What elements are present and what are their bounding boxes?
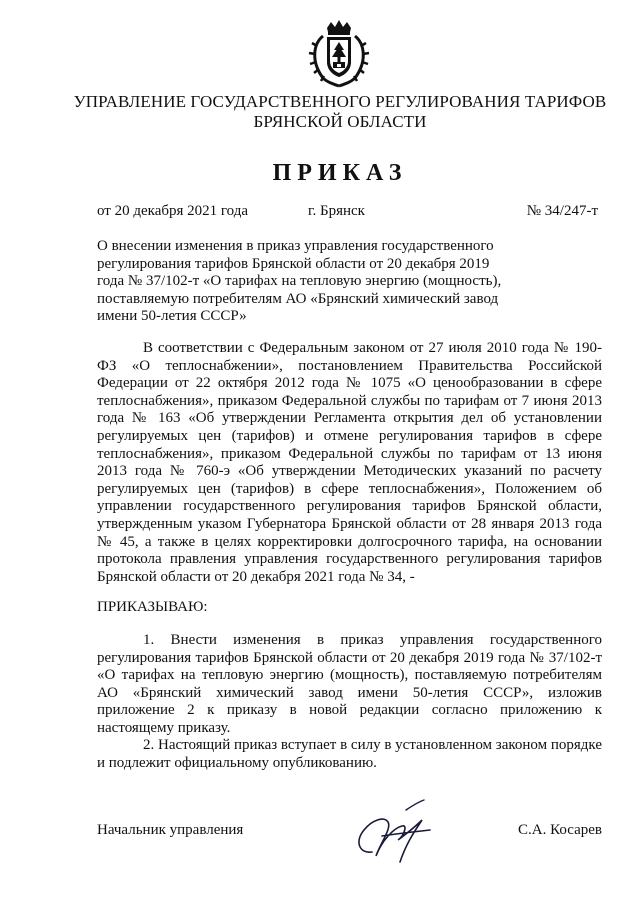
signatory-name: С.А. Косарев [518,822,602,838]
signature-icon [342,792,442,872]
document-number: № 34/247-т [526,203,598,219]
document-city: г. Брянск [308,203,365,219]
organization-header [40,92,640,132]
document-title: ПРИКАЗ [272,160,408,186]
document-subject: О внесении изменения в приказ управления государственного регулирования тарифов Брянской области от 20 декабря 2019 года № 37/102-т «О тарифах на тепловую энергию (мощность), поставляемую потребителям АО «Брянский химический завод имени 50-летия СССР» [97,238,502,324]
org-name-line2: БРЯНСКОЙ ОБЛАСТИ [253,112,427,131]
document-date: от 20 декабря 2021 года [97,203,249,219]
org-name-line1: УПРАВЛЕНИЕ ГОСУДАРСТВЕННОГО РЕГУЛИРОВАНИЯ ТАРИФОВ [73,92,607,111]
coat-of-arms-icon [303,18,375,90]
preamble-paragraph: В соответствии с Федеральным законом от 27 июля 2010 года № 190-ФЗ «О теплоснабжении», постановлением Правительства Российской Федерации от 22 октября 2012 года № 1075 «О ценообразовании в сфере теплоснабжения», приказом Федеральной службы по тарифам от 7 июня 2013 года № 163 «Об утверждении Регламента открытия дел об установлении регулируемых цен (тарифов) и отмене регулирования тарифов в сфере теплоснабжения», приказом Федеральной службы по тарифам от 13 июня 2013 года № 760-э «Об утверждении Методических указаний по расчету регулируемых цен (тарифов) в сфере теплоснабжения», Положением об управлении государственного регулирования тарифов Брянской области, утвержденным указом Губернатора Брянской области от 28 января 2013 года № 45, а также в целях корректировки долгосрочного тарифа, на основании протокола правления управления государственного регулирования тарифов Брянской области от 20 декабря 2021 года № 34, - [97,340,602,585]
decree-heading: ПРИКАЗЫВАЮ: [97,599,208,615]
order-item-2: 2. Настоящий приказ вступает в силу в установленном законом порядке и подлежит официальному опубликованию. [97,737,603,771]
order-item-1: 1. Внести изменения в приказ управления государственного регулирования тарифов Брянской области от 20 декабря 2019 года № 37/102-т «О тарифах на тепловую энергию (мощность), поставляемую потребителям АО «Брянский химический завод имени 50-летия СССР», изложив приложение 2 к приказу в новой редакции согласно приложению к настоящему приказу. [97,632,602,736]
signatory-role: Начальник управления [97,822,244,838]
